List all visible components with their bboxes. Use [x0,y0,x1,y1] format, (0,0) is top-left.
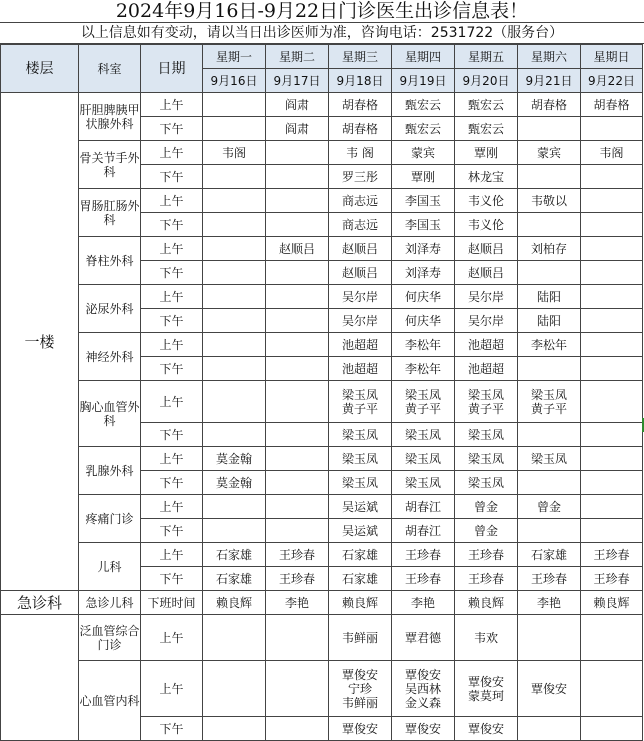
doctor-cell: 胡春江 [392,495,455,519]
doctor-cell: 莫金翰 [203,447,266,471]
period-label: 下午 [141,357,203,381]
doctor-cell: 梁玉凤 [455,447,518,471]
doctor-cell [266,519,329,543]
header-weekday: 星期一 [203,45,266,69]
doctor-cell [266,471,329,495]
doctor-cell: 赖良辉 [455,591,518,615]
doctor-cell: 胡春格 [329,93,392,117]
dept-name: 胃肠肛肠外科 [79,189,141,237]
dept-name: 胸心血管外科 [79,381,141,447]
doctor-cell: 梁玉凤 [455,471,518,495]
doctor-cell [518,261,581,285]
doctor-cell: 赖良辉 [203,591,266,615]
doctor-cell: 甄宏云 [392,117,455,141]
table-row [1,141,643,165]
doctor-cell: 王珍春 [455,543,518,567]
doctor-cell: 梁玉凤 黄子平 [455,381,518,423]
doctor-cell: 梁玉凤 黄子平 [329,381,392,423]
doctor-cell: 莫金翰 [203,471,266,495]
period-label: 下午 [141,261,203,285]
doctor-cell: 韦鲜丽 [329,615,392,661]
doctor-cell [518,357,581,381]
doctor-cell: 韦义伦 [455,213,518,237]
header-date-cell: 9月18日 [329,69,392,93]
period-label: 下午 [141,471,203,495]
doctor-cell: 吴尔岸 [329,309,392,333]
period-label: 下午 [141,117,203,141]
doctor-cell: 胡春江 [392,519,455,543]
doctor-cell [266,165,329,189]
doctor-cell: 刘柏存 [518,237,581,261]
doctor-cell: 梁玉凤 [329,423,392,447]
doctor-cell [203,189,266,213]
doctor-cell [266,495,329,519]
period-label: 上午 [141,495,203,519]
doctor-cell [203,165,266,189]
dept-name: 儿科 [79,543,141,591]
doctor-cell [203,237,266,261]
notice-text: 以上信息如有变动，请以当日出诊医师为准，咨询电话：2531722（服务台） [0,23,644,44]
doctor-cell [203,661,266,717]
header-weekday: 星期五 [455,45,518,69]
period-label: 下班时间 [141,591,203,615]
doctor-cell: 曾金 [455,495,518,519]
header-date: 日期 [141,45,203,93]
period-label: 上午 [141,93,203,117]
doctor-cell: 梁玉凤 [329,471,392,495]
doctor-cell [266,309,329,333]
doctor-cell: 王珍春 [266,567,329,591]
doctor-cell: 王珍春 [518,567,581,591]
period-label: 下午 [141,717,203,741]
doctor-cell [266,615,329,661]
doctor-cell: 李松年 [392,333,455,357]
doctor-cell [266,447,329,471]
doctor-cell [581,423,643,447]
doctor-cell [581,213,643,237]
header-floor: 楼层 [1,45,79,93]
doctor-cell: 石家雄 [203,543,266,567]
doctor-cell [581,615,643,661]
table-row [1,189,643,213]
doctor-cell: 吴运斌 [329,519,392,543]
period-label: 上午 [141,543,203,567]
doctor-cell [266,141,329,165]
doctor-cell: 罗三彤 [329,165,392,189]
doctor-cell: 覃俊安 [455,717,518,741]
doctor-cell: 林龙宝 [455,165,518,189]
header-date-cell: 9月21日 [518,69,581,93]
header-date-cell: 9月19日 [392,69,455,93]
doctor-cell: 何庆华 [392,285,455,309]
doctor-cell: 梁玉凤 [329,447,392,471]
doctor-cell: 覃刚 [392,165,455,189]
table-row [1,615,643,661]
doctor-cell: 刘泽寿 [392,237,455,261]
doctor-cell: 李松年 [518,333,581,357]
doctor-cell [266,213,329,237]
doctor-cell: 商志远 [329,213,392,237]
header-weekday: 星期三 [329,45,392,69]
floor-label: 一楼 [1,93,79,591]
header-weekday: 星期六 [518,45,581,69]
doctor-cell [581,447,643,471]
header-date-cell: 9月17日 [266,69,329,93]
doctor-cell: 石家雄 [203,567,266,591]
period-label: 上午 [141,615,203,661]
period-label: 上午 [141,285,203,309]
doctor-cell: 王珍春 [581,567,643,591]
period-label: 上午 [141,237,203,261]
header-dept: 科室 [79,45,141,93]
dept-name: 急诊儿科 [79,591,141,615]
doctor-cell [203,261,266,285]
doctor-cell: 石家雄 [329,543,392,567]
doctor-cell: 梁玉凤 黄子平 [518,381,581,423]
doctor-cell: 梁玉凤 [518,447,581,471]
doctor-cell: 吴运斌 [329,495,392,519]
doctor-cell [203,423,266,447]
doctor-cell: 陆阳 [518,309,581,333]
dept-name: 泛血管综合门诊 [79,615,141,661]
doctor-cell: 吴尔岸 [455,309,518,333]
doctor-cell: 赖良辉 [329,591,392,615]
doctor-cell: 蒙宾 [518,141,581,165]
period-label: 上午 [141,189,203,213]
doctor-cell [203,519,266,543]
doctor-cell: 甄宏云 [455,117,518,141]
header-date-cell: 9月20日 [455,69,518,93]
doctor-cell [266,661,329,717]
doctor-cell: 覃俊安 [392,717,455,741]
doctor-cell: 曾金 [518,495,581,519]
doctor-cell [581,333,643,357]
doctor-cell: 覃俊安 [329,717,392,741]
doctor-cell: 石家雄 [329,567,392,591]
doctor-cell: 梁玉凤 [392,423,455,447]
table-row [1,93,643,117]
period-label: 下午 [141,423,203,447]
doctor-cell [266,285,329,309]
doctor-cell [581,519,643,543]
period-label: 下午 [141,567,203,591]
doctor-cell [266,261,329,285]
doctor-cell: 池超超 [329,357,392,381]
table-row [1,447,643,471]
doctor-cell: 韦 阁 [329,141,392,165]
doctor-cell [266,423,329,447]
doctor-cell: 赖良辉 [581,591,643,615]
dept-name: 疼痛门诊 [79,495,141,543]
doctor-cell [518,519,581,543]
floor-label [1,615,79,741]
doctor-cell [203,285,266,309]
doctor-cell [581,261,643,285]
doctor-cell: 甄宏云 [392,93,455,117]
table-row [1,237,643,261]
doctor-cell [581,381,643,423]
dept-name: 神经外科 [79,333,141,381]
doctor-cell: 王珍春 [392,543,455,567]
doctor-cell: 赵顺吕 [329,261,392,285]
doctor-cell [581,357,643,381]
doctor-cell: 李艳 [392,591,455,615]
doctor-cell: 曾金 [455,519,518,543]
doctor-cell: 覃君德 [392,615,455,661]
header-weekday: 星期日 [581,45,643,69]
doctor-cell [203,309,266,333]
doctor-cell [518,471,581,495]
doctor-cell: 梁玉凤 黄子平 [392,381,455,423]
doctor-cell [266,189,329,213]
doctor-cell [581,285,643,309]
doctor-cell: 王珍春 [392,567,455,591]
period-label: 上午 [141,333,203,357]
doctor-cell: 李艳 [518,591,581,615]
doctor-cell: 王珍春 [581,543,643,567]
table-row [1,591,643,615]
doctor-cell [266,357,329,381]
period-label: 上午 [141,447,203,471]
doctor-cell [581,117,643,141]
doctor-cell [581,165,643,189]
doctor-cell: 王珍春 [266,543,329,567]
doctor-cell [203,615,266,661]
header-date-cell: 9月16日 [203,69,266,93]
table-row [1,495,643,519]
doctor-cell [203,93,266,117]
schedule-table [0,44,643,741]
doctor-cell [518,117,581,141]
doctor-cell [581,661,643,717]
doctor-cell [266,717,329,741]
doctor-cell: 甄宏云 [455,93,518,117]
period-label: 下午 [141,519,203,543]
doctor-cell [203,717,266,741]
doctor-cell: 韦敬以 [518,189,581,213]
doctor-cell: 梁玉凤 [392,471,455,495]
doctor-cell: 商志远 [329,189,392,213]
doctor-cell [581,237,643,261]
doctor-cell: 赵顺吕 [266,237,329,261]
header-weekday: 星期二 [266,45,329,69]
doctor-cell: 池超超 [455,333,518,357]
doctor-cell [581,717,643,741]
doctor-cell: 何庆华 [392,309,455,333]
doctor-cell [266,333,329,357]
doctor-cell: 李国玉 [392,189,455,213]
doctor-cell [518,615,581,661]
table-row [1,381,643,423]
doctor-cell: 覃俊安 吴西林 金义森 [392,661,455,717]
doctor-cell [581,189,643,213]
dept-name: 骨关节手外科 [79,141,141,189]
doctor-cell [518,165,581,189]
dept-name: 心血管内科 [79,661,141,741]
doctor-cell: 韦阁 [581,141,643,165]
doctor-cell: 赵顺吕 [329,237,392,261]
period-label: 下午 [141,309,203,333]
doctor-cell: 石家雄 [518,543,581,567]
doctor-cell: 阎肃 [266,93,329,117]
floor-label: 急诊科 [1,591,79,615]
doctor-cell: 覃俊安 宁珍 韦鲜丽 [329,661,392,717]
table-row [1,661,643,717]
dept-name: 乳腺外科 [79,447,141,495]
table-row [1,543,643,567]
doctor-cell: 李艳 [266,591,329,615]
doctor-cell [203,357,266,381]
doctor-cell: 王珍春 [455,567,518,591]
doctor-cell [203,213,266,237]
doctor-cell [203,381,266,423]
header-weekday: 星期四 [392,45,455,69]
doctor-cell [203,333,266,357]
doctor-cell: 覃俊安 [518,661,581,717]
doctor-cell [518,213,581,237]
doctor-cell: 刘泽寿 [392,261,455,285]
doctor-cell: 赵顺吕 [455,237,518,261]
doctor-cell: 池超超 [329,333,392,357]
doctor-cell: 胡春格 [581,93,643,117]
doctor-cell: 李松年 [392,357,455,381]
doctor-cell: 胡春格 [518,93,581,117]
period-label: 上午 [141,381,203,423]
dept-name: 泌尿外科 [79,285,141,333]
doctor-cell: 赵顺吕 [455,261,518,285]
period-label: 上午 [141,141,203,165]
doctor-cell: 覃俊安 蒙莫珂 [455,661,518,717]
doctor-cell: 梁玉凤 [455,423,518,447]
table-row [1,285,643,309]
doctor-cell: 蒙宾 [392,141,455,165]
doctor-cell [203,495,266,519]
doctor-cell: 吴尔岸 [455,285,518,309]
doctor-cell: 韦欢 [455,615,518,661]
period-label: 上午 [141,661,203,717]
doctor-cell: 吴尔岸 [329,285,392,309]
doctor-cell [518,717,581,741]
page-title: 2024年9月16日-9月22日门诊医生出诊信息表！ [0,0,644,23]
doctor-cell: 陆阳 [518,285,581,309]
doctor-cell [518,423,581,447]
period-label: 下午 [141,213,203,237]
doctor-cell: 胡春格 [329,117,392,141]
doctor-cell: 阎肃 [266,117,329,141]
doctor-cell [581,495,643,519]
table-row [1,333,643,357]
dept-name: 脊柱外科 [79,237,141,285]
doctor-cell [581,471,643,495]
header-date-cell: 9月22日 [581,69,643,93]
doctor-cell: 韦阁 [203,141,266,165]
dept-name: 肝胆脾胰甲状腺外科 [79,93,141,141]
doctor-cell: 李国玉 [392,213,455,237]
doctor-cell: 韦义伦 [455,189,518,213]
doctor-cell [266,381,329,423]
doctor-cell: 梁玉凤 [392,447,455,471]
doctor-cell [203,117,266,141]
period-label: 下午 [141,165,203,189]
doctor-cell: 池超超 [455,357,518,381]
doctor-cell [581,309,643,333]
doctor-cell: 覃刚 [455,141,518,165]
